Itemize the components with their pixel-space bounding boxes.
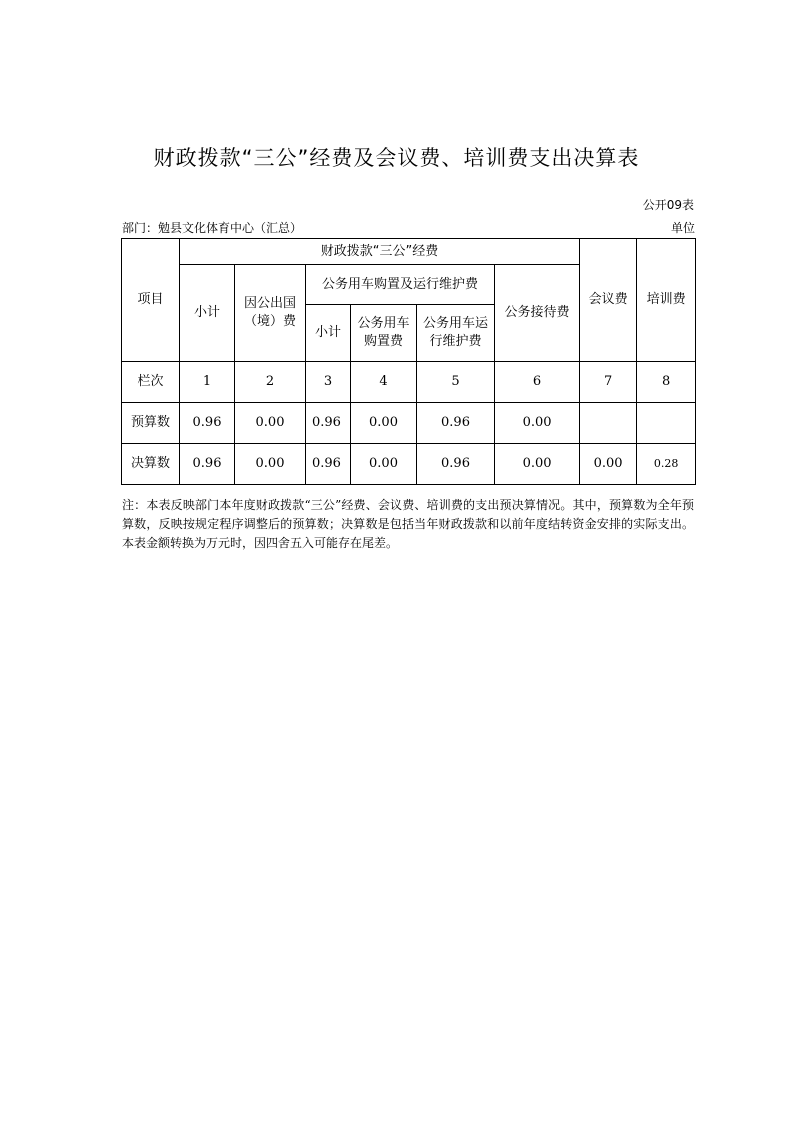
- value-cell: 0.96: [306, 403, 351, 444]
- header-vehicle-purchase-text: 公务用车购置费: [357, 316, 410, 349]
- index-cell: 2: [235, 362, 306, 403]
- row-label: 预算数: [122, 403, 180, 444]
- header-vehicle-operation: [417, 305, 495, 362]
- index-row: [122, 362, 696, 403]
- header-meeting: 会议费: [580, 239, 637, 362]
- value-cell: [637, 403, 696, 444]
- form-number: 公开09表: [642, 198, 694, 212]
- row-label: 决算数: [122, 444, 180, 485]
- header-reception: 公务接待费: [495, 265, 580, 362]
- index-cell: 7: [580, 362, 637, 403]
- index-cell: 8: [637, 362, 696, 403]
- index-cell: 5: [417, 362, 495, 403]
- header-vehicle-operation-text: 公务用车运行维护费: [422, 316, 488, 349]
- value-cell: 0.00: [351, 403, 417, 444]
- value-cell: 0.28: [637, 444, 696, 485]
- value-cell: 0.00: [495, 444, 580, 485]
- value-cell: 0.96: [417, 444, 495, 485]
- department-label: 部门：勉县文化体育中心（汇总）: [122, 221, 303, 235]
- header-abroad-text: 因公出国（境）费: [243, 296, 296, 329]
- value-cell: 0.00: [495, 403, 580, 444]
- value-cell: 0.96: [306, 444, 351, 485]
- header-three-public: 财政拨款“三公”经费: [180, 239, 580, 265]
- header-abroad: [235, 265, 306, 362]
- table-row: [122, 444, 696, 485]
- header-vehicle-group: 公务用车购置及运行维护费: [306, 265, 495, 305]
- value-cell: 0.00: [235, 444, 306, 485]
- value-cell: 0.96: [180, 444, 235, 485]
- expense-table: [121, 238, 696, 485]
- page-title: 财政拨款“三公”经费及会议费、培训费支出决算表: [153, 146, 640, 170]
- value-cell: 0.00: [351, 444, 417, 485]
- footnote: 注：本表反映部门本年度财政拨款“三公”经费、会议费、培训费的支出预决算情况。其中，预算数为全年预算数，反映按规定程序调整后的预算数；决算数是包括当年财政拨款和以前年度结转资金安排的实际支出。本表金额转换为万元时，因四舍五入可能存在尾差。: [122, 498, 694, 550]
- index-cell: 4: [351, 362, 417, 403]
- value-cell: 0.00: [235, 403, 306, 444]
- value-cell: 0.96: [417, 403, 495, 444]
- index-cell: 1: [180, 362, 235, 403]
- index-cell: 6: [495, 362, 580, 403]
- index-label: 栏次: [122, 362, 180, 403]
- header-vehicle-subtotal: 小计: [306, 305, 351, 362]
- table-row: [122, 403, 696, 444]
- value-cell: 0.00: [580, 444, 637, 485]
- header-subtotal: 小计: [180, 265, 235, 362]
- value-cell: 0.96: [180, 403, 235, 444]
- unit-label: 单位: [670, 221, 695, 235]
- value-cell: [580, 403, 637, 444]
- header-item: 项目: [122, 239, 180, 362]
- index-cell: 3: [306, 362, 351, 403]
- header-vehicle-purchase: [351, 305, 417, 362]
- header-training: 培训费: [637, 239, 696, 362]
